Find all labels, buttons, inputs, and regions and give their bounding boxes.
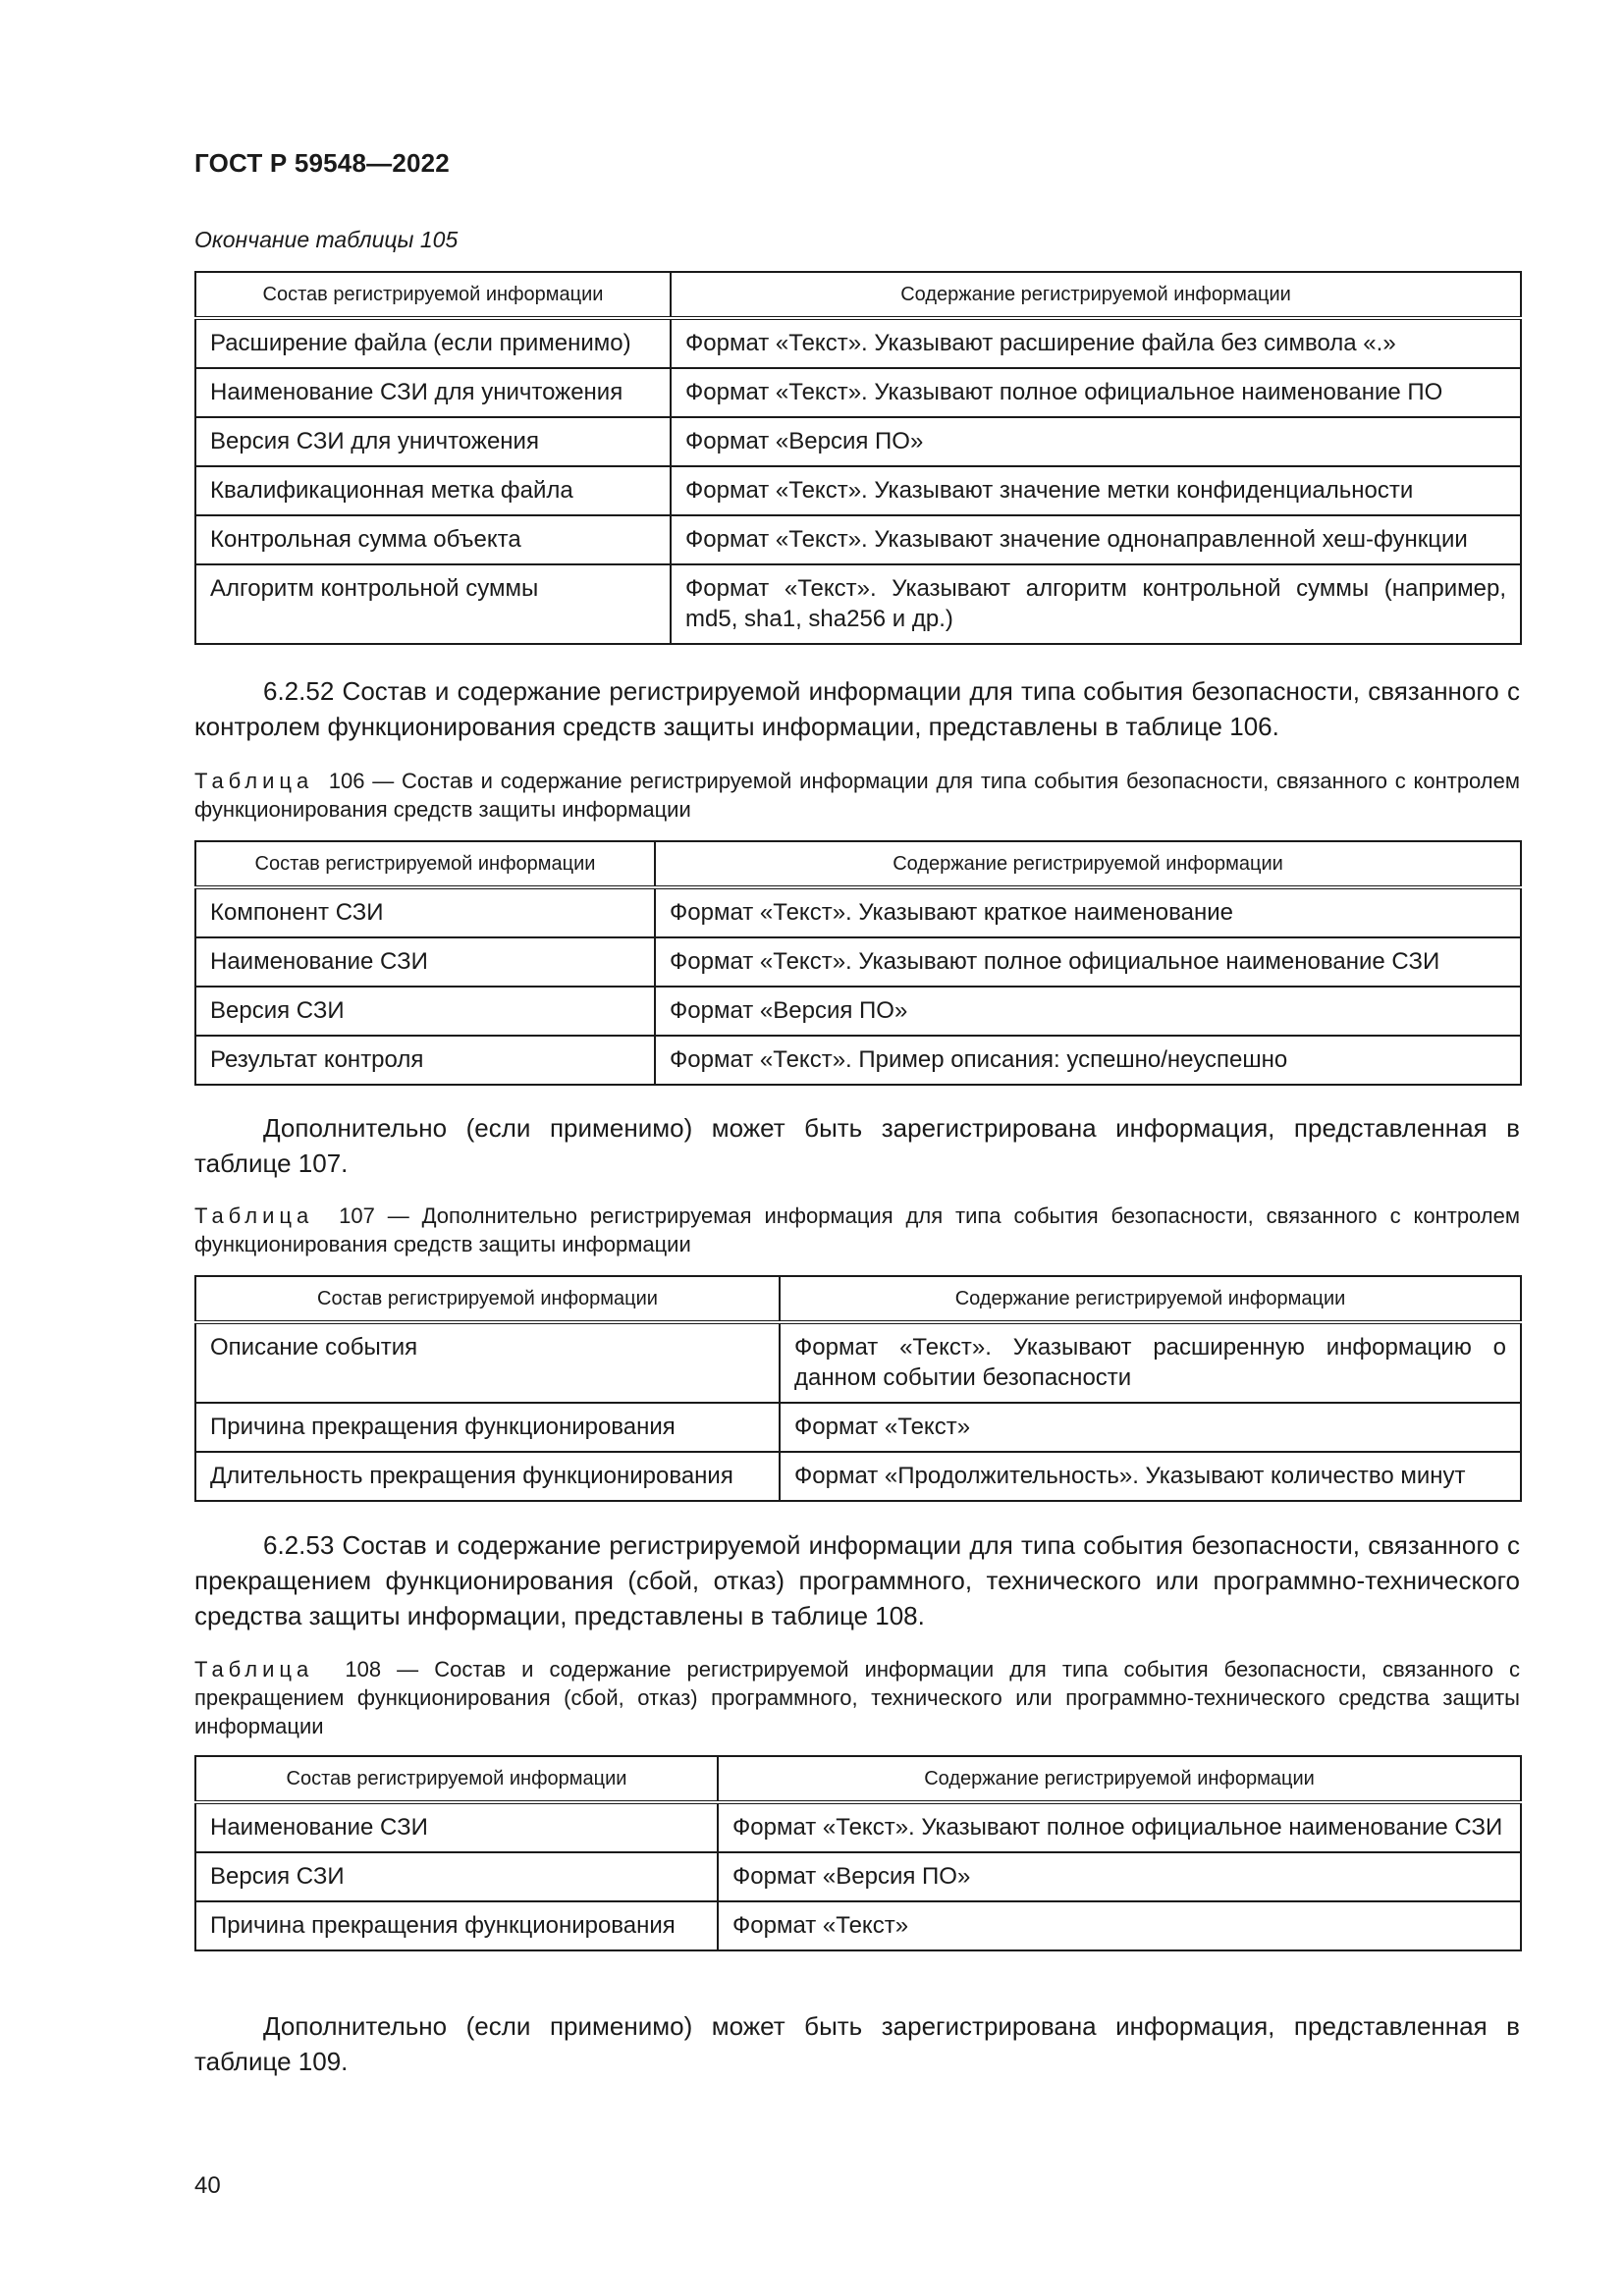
table-cell: Формат «Текст». Указывают полное официальное наименование СЗИ bbox=[655, 937, 1521, 987]
table-header-row bbox=[195, 272, 1521, 318]
table-header-row bbox=[195, 841, 1521, 887]
table-caption-label: Таблица bbox=[194, 1657, 314, 1682]
document-title: ГОСТ Р 59548—2022 bbox=[194, 148, 450, 178]
table-caption-text: 106 — Состав и содержание регистрируемой информации для типа события безопасности, связанного с контролем функционирования средств защиты информации bbox=[194, 769, 1520, 822]
paragraph-additional-109 bbox=[194, 2008, 1520, 2079]
paragraph-6-2-53 bbox=[194, 1527, 1520, 1633]
table-row bbox=[195, 1802, 1521, 1852]
paragraph-text: 6.2.52 Состав и содержание регистрируемой информации для типа события безопасности, связанного с контролем функционирования средств защиты информации, представлены в таблице 106. bbox=[194, 676, 1520, 741]
table-cell: Контрольная сумма объекта bbox=[195, 515, 671, 564]
table-cell: Формат «Версия ПО» bbox=[655, 987, 1521, 1036]
table-row bbox=[195, 1322, 1521, 1403]
table-row bbox=[195, 1901, 1521, 1950]
table-cell: Описание события bbox=[195, 1322, 780, 1403]
table-cell: Компонент СЗИ bbox=[195, 887, 655, 937]
table-cell: Причина прекращения функционирования bbox=[195, 1403, 780, 1452]
table-row bbox=[195, 564, 1521, 644]
table-106 bbox=[194, 840, 1522, 1086]
column-header-content: Содержание регистрируемой информации bbox=[671, 272, 1521, 318]
table-107-caption bbox=[194, 1201, 1520, 1258]
table-cell: Формат «Текст». Указывают алгоритм контрольной суммы (например, md5, sha1, sha256 и др.) bbox=[671, 564, 1521, 644]
table-caption-label: Таблица bbox=[194, 1203, 314, 1228]
column-header-content: Содержание регистрируемой информации bbox=[655, 841, 1521, 887]
column-header-composition: Состав регистрируемой информации bbox=[195, 841, 655, 887]
table-106-caption bbox=[194, 767, 1520, 824]
table-row bbox=[195, 466, 1521, 515]
table-cell: Версия СЗИ bbox=[195, 1852, 718, 1901]
table-cell: Квалификационная метка файла bbox=[195, 466, 671, 515]
table-row bbox=[195, 1036, 1521, 1085]
table-row bbox=[195, 417, 1521, 466]
table-row bbox=[195, 987, 1521, 1036]
page-number: 40 bbox=[194, 2172, 221, 2199]
table-row bbox=[195, 515, 1521, 564]
table-105 bbox=[194, 271, 1522, 645]
table-row bbox=[195, 1403, 1521, 1452]
table-cell: Формат «Текст». Указывают значение метки конфиденциальности bbox=[671, 466, 1521, 515]
table-cell: Формат «Продолжительность». Указывают количество минут bbox=[780, 1452, 1521, 1501]
table-cell: Расширение файла (если применимо) bbox=[195, 318, 671, 368]
paragraph-text: 6.2.53 Состав и содержание регистрируемой информации для типа события безопасности, связанного с прекращением функционирования (сбой, отказ) программного, технического или программно-технического средства защиты информации, представлены в таблице 108. bbox=[194, 1530, 1520, 1630]
table-row bbox=[195, 937, 1521, 987]
table-caption-label: Таблица bbox=[194, 769, 314, 793]
table-108 bbox=[194, 1755, 1522, 1951]
table-cell: Формат «Текст» bbox=[718, 1901, 1521, 1950]
table-cell: Длительность прекращения функционирования bbox=[195, 1452, 780, 1501]
table-cell: Формат «Текст» bbox=[780, 1403, 1521, 1452]
table-row bbox=[195, 1452, 1521, 1501]
column-header-composition: Состав регистрируемой информации bbox=[195, 272, 671, 318]
table-row bbox=[195, 1852, 1521, 1901]
table-cell: Формат «Текст». Пример описания: успешно/неуспешно bbox=[655, 1036, 1521, 1085]
table-cell: Наименование СЗИ bbox=[195, 937, 655, 987]
paragraph-text: Дополнительно (если применимо) может быть зарегистрирована информация, представленная в таблице 107. bbox=[194, 1113, 1520, 1178]
table-cell: Формат «Текст». Указывают краткое наименование bbox=[655, 887, 1521, 937]
table-header-row bbox=[195, 1276, 1521, 1322]
table-cell: Версия СЗИ bbox=[195, 987, 655, 1036]
table-caption-text: 108 — Состав и содержание регистрируемой информации для типа события безопасности, связанного с прекращением функционирования (сбой, отказ) программного, технического или программно-технического средства защиты информации bbox=[194, 1657, 1520, 1738]
table-row bbox=[195, 318, 1521, 368]
table-row bbox=[195, 368, 1521, 417]
table-108-caption bbox=[194, 1655, 1520, 1740]
column-header-composition: Состав регистрируемой информации bbox=[195, 1756, 718, 1802]
column-header-content: Содержание регистрируемой информации bbox=[780, 1276, 1521, 1322]
table-cell: Версия СЗИ для уничтожения bbox=[195, 417, 671, 466]
table-cell: Формат «Версия ПО» bbox=[718, 1852, 1521, 1901]
column-header-composition: Состав регистрируемой информации bbox=[195, 1276, 780, 1322]
table-cell: Формат «Версия ПО» bbox=[671, 417, 1521, 466]
table-cell: Формат «Текст». Указывают расширенную информацию о данном событии безопасности bbox=[780, 1322, 1521, 1403]
column-header-content: Содержание регистрируемой информации bbox=[718, 1756, 1521, 1802]
table-cell: Формат «Текст». Указывают полное официальное наименование ПО bbox=[671, 368, 1521, 417]
table-cell: Наименование СЗИ bbox=[195, 1802, 718, 1852]
table-cell: Формат «Текст». Указывают значение однонаправленной хеш-функции bbox=[671, 515, 1521, 564]
table-cell: Результат контроля bbox=[195, 1036, 655, 1085]
table-header-row bbox=[195, 1756, 1521, 1802]
table-cell: Формат «Текст». Указывают полное официальное наименование СЗИ bbox=[718, 1802, 1521, 1852]
table-cell: Алгоритм контрольной суммы bbox=[195, 564, 671, 644]
table-cell: Формат «Текст». Указывают расширение файла без символа «.» bbox=[671, 318, 1521, 368]
paragraph-text: Дополнительно (если применимо) может быть зарегистрирована информация, представленная в таблице 109. bbox=[194, 2011, 1520, 2076]
table-cell: Наименование СЗИ для уничтожения bbox=[195, 368, 671, 417]
paragraph-6-2-52 bbox=[194, 673, 1520, 744]
table-cell: Причина прекращения функционирования bbox=[195, 1901, 718, 1950]
table-row bbox=[195, 887, 1521, 937]
table-105-continuation-caption: Окончание таблицы 105 bbox=[194, 227, 459, 252]
paragraph-additional-107 bbox=[194, 1110, 1520, 1181]
table-caption-text: 107 — Дополнительно регистрируемая информация для типа события безопасности, связанного с контролем функционирования средств защиты информации bbox=[194, 1203, 1520, 1256]
table-107 bbox=[194, 1275, 1522, 1502]
